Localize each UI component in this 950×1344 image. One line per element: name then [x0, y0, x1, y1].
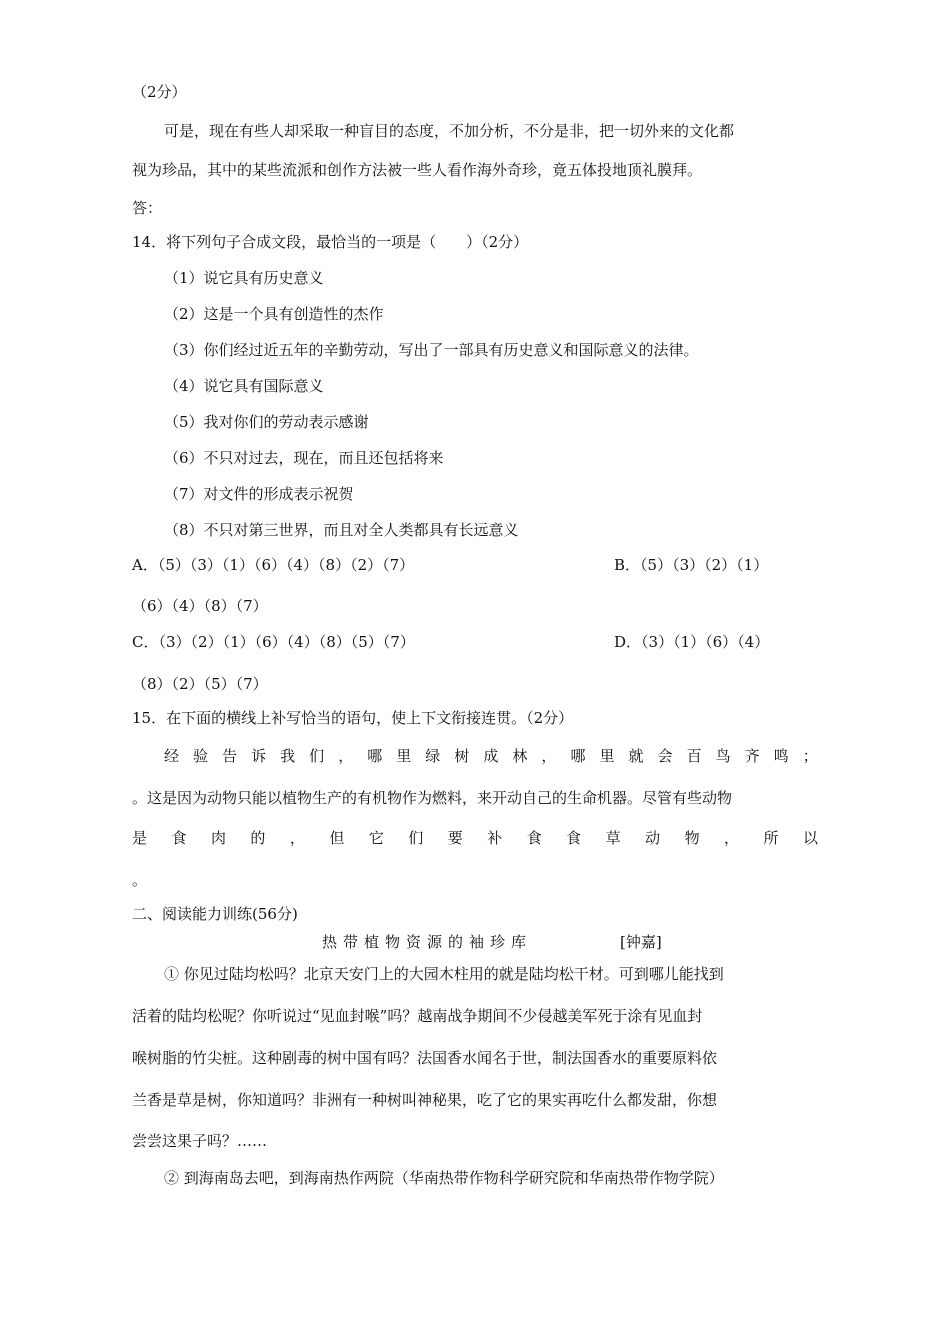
article-para-1-line: 尝尝这果子吗？……	[132, 1132, 268, 1150]
article-title: 热带植物资源的袖珍库	[322, 933, 533, 951]
article-para-2-line: ② 到海南岛去吧，到海南热作两院（华南热带作物科学研究院和华南热带作物学院）	[164, 1169, 724, 1187]
passage-char: ，	[338, 747, 354, 765]
passage-char: 里	[599, 747, 615, 765]
q14-item: （5）我对你们的劳动表示感谢	[164, 413, 369, 431]
passage-char: ，	[724, 829, 740, 847]
passage-char: 鸣	[773, 747, 789, 765]
article-para-1-line: 兰香是草是树，你知道吗？非洲有一种树叫神秘果，吃了它的果实再吃什么都发甜，你想	[132, 1091, 718, 1109]
q14-option-b-continued: （6）（4）（8）（7）	[132, 597, 268, 615]
q14-item: （7）对文件的形成表示祝贺	[164, 485, 354, 503]
passage-char: 百	[686, 747, 702, 765]
article-para-1-line: 喉树脂的竹尖桩。这种剧毒的树中国有吗？法国香水闻名于世，制法国香水的重要原料依	[132, 1049, 718, 1067]
passage-char: 们	[408, 829, 424, 847]
passage-char: 们	[309, 747, 325, 765]
passage-char: 树	[454, 747, 470, 765]
quoted-sentence-line-1: 可是，现在有些人却采取一种盲目的态度，不加分析，不分是非，把一切外来的文化都	[164, 122, 735, 140]
passage-char: 食	[526, 829, 542, 847]
q14-item: （3）你们经过近五年的辛勤劳动，写出了一部具有历史意义和国际意义的法律。	[164, 341, 699, 359]
article-para-1-line: ① 你见过陆均松吗？北京天安门上的大园木柱用的就是陆均松干材。可到哪儿能找到	[164, 965, 724, 983]
question-15-stem: 15．在下面的横线上补写恰当的语句，使上下文衔接连贯。（2分）	[132, 709, 574, 727]
passage-char: 肉	[210, 829, 226, 847]
passage-char: ，	[541, 747, 557, 765]
passage-char: 就	[628, 747, 644, 765]
q15-passage-line-2: 。这是因为动物只能以植物生产的有机物作为燃料，来开动自己的生命机器。尽管有些动物	[132, 789, 733, 807]
passage-char: 草	[605, 829, 621, 847]
q14-option-b: B．（5）（3）（2）（1）	[614, 556, 769, 574]
article-author: [钟嘉]	[620, 933, 662, 951]
section-2-heading: 二、阅读能力训练(56分)	[132, 905, 298, 923]
passage-char: 哪	[367, 747, 383, 765]
passage-char: ；	[802, 747, 818, 765]
passage-char: 哪	[570, 747, 586, 765]
passage-char: 鸟	[715, 747, 731, 765]
passage-char: 是	[132, 829, 148, 847]
q14-item: （6）不只对过去，现在，而且还包括将来	[164, 449, 444, 467]
q15-passage-line-3	[132, 828, 818, 848]
passage-char: 里	[396, 747, 412, 765]
passage-char: 绿	[425, 747, 441, 765]
score-label: （2分）	[132, 83, 187, 101]
answer-label: 答：	[132, 199, 163, 217]
passage-char: 林	[512, 747, 528, 765]
q14-item: （4）说它具有国际意义	[164, 377, 324, 395]
passage-char: 我	[280, 747, 296, 765]
quoted-sentence-line-2: 视为珍品，其中的某些流派和创作方法被一些人看作海外奇珍，竟五体投地顶礼膜拜。	[132, 161, 703, 179]
q14-option-d-continued: （8）（2）（5）（7）	[132, 675, 268, 693]
passage-char: 所	[763, 829, 779, 847]
q15-passage-line-4: 。	[132, 871, 148, 889]
passage-char: 食	[566, 829, 582, 847]
passage-char: 要	[447, 829, 463, 847]
passage-char: 齐	[744, 747, 760, 765]
passage-char: 告	[222, 747, 238, 765]
article-para-1-line: 活着的陆均松呢？你听说过“见血封喉”吗？越南战争期间不少侵越美军死于涂有见血封	[132, 1007, 703, 1025]
question-14-stem: 14．将下列句子合成文段，最恰当的一项是（ ）（2分）	[132, 233, 529, 251]
q14-item: （1）说它具有历史意义	[164, 269, 324, 287]
q15-passage-line-1	[164, 746, 818, 766]
q14-item: （2）这是一个具有创造性的杰作	[164, 305, 384, 323]
q14-option-d: D．（3）（1）（6）（4）	[614, 633, 770, 651]
passage-char: 经	[164, 747, 180, 765]
passage-char: 成	[483, 747, 499, 765]
passage-char: 的	[250, 829, 266, 847]
q14-option-a: A．（5）（3）（1）（6）（4）（8）（2）（7）	[132, 556, 415, 574]
q14-item: （8）不只对第三世界，而且对全人类都具有长远意义	[164, 521, 519, 539]
passage-char: 补	[487, 829, 503, 847]
passage-char: 它	[368, 829, 384, 847]
passage-char: ，	[289, 829, 305, 847]
passage-char: 物	[684, 829, 700, 847]
passage-char: 诉	[251, 747, 267, 765]
passage-char: 动	[645, 829, 661, 847]
passage-char: 会	[657, 747, 673, 765]
passage-char: 验	[193, 747, 209, 765]
passage-char: 食	[171, 829, 187, 847]
q14-option-c: C．（3）（2）（1）（6）（4）（8）（5）（7）	[132, 633, 415, 651]
passage-char: 以	[802, 829, 818, 847]
passage-char: 但	[329, 829, 345, 847]
